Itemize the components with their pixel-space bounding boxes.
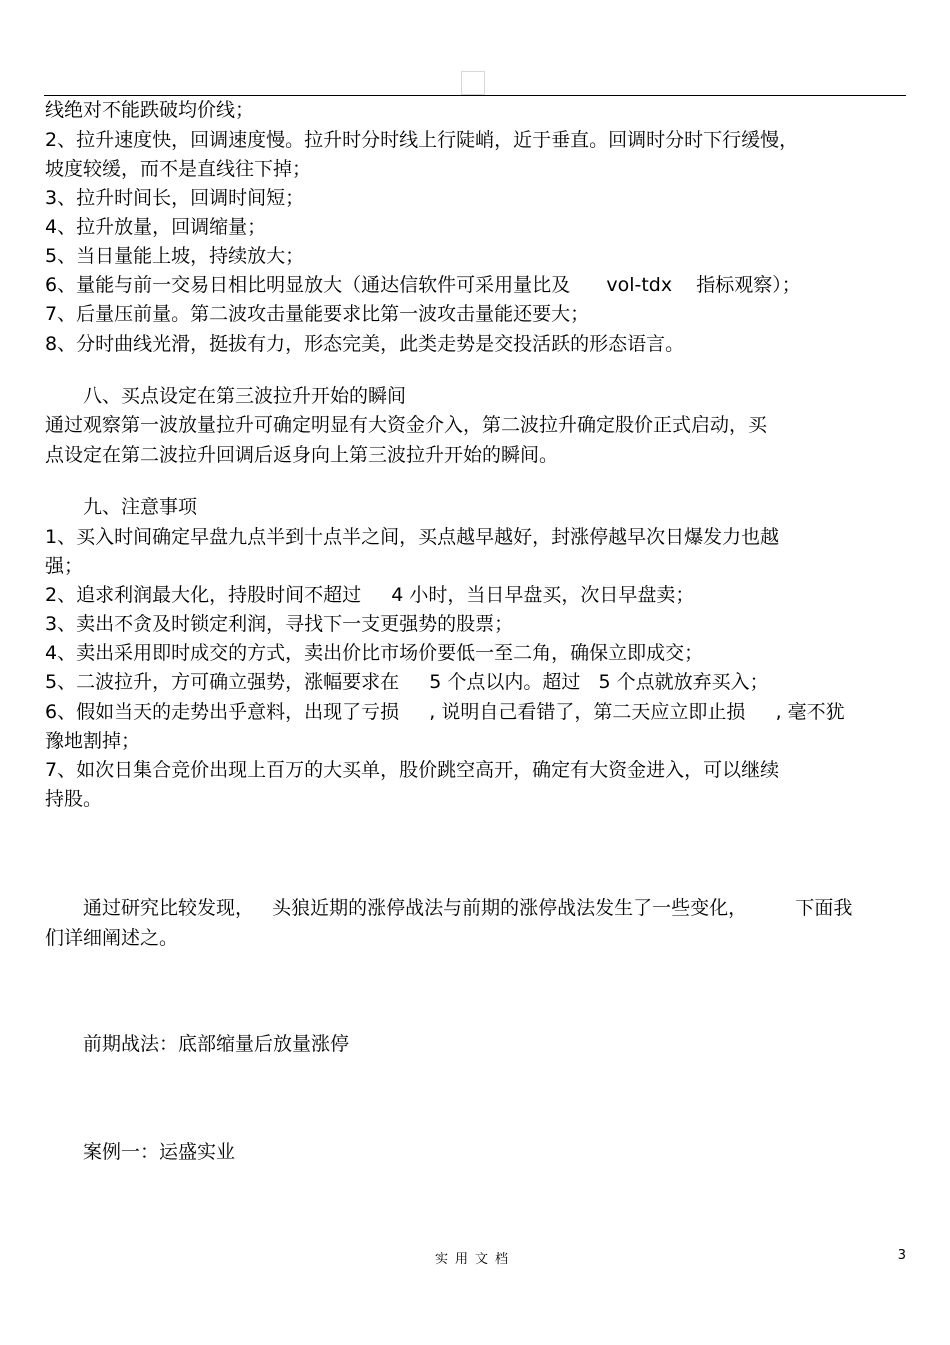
section-8-line: 通过观察第一波放量拉升可确定明显有大资金介入，第二波拉升确定股价正式启动，买: [45, 414, 768, 436]
section-9-line: 4、卖出采用即时成交的方式，卖出价比市场价要低一至二角，确保立即成交；: [45, 642, 704, 664]
body-line: 2、拉升速度快，回调速度慢。拉升时分时线上行陡峭，近于垂直。回调时分时下行缓慢，: [45, 129, 799, 151]
section-9-line: 7、如次日集合竞价出现上百万的大买单，股价跳空高开，确定有大资金进入，可以继续: [45, 759, 780, 781]
section-9-line: 2、追求利润最大化，持股时间不超过 4 小时，当日早盘买，次日早盘卖；: [45, 584, 695, 606]
section-9-heading: 九、注意事项: [83, 496, 198, 518]
body-line: 6、量能与前一交易日相比明显放大（通达信软件可采用量比及 vol-tdx 指标观察）；: [45, 274, 801, 296]
header-placeholder-box: [461, 71, 485, 95]
section-8-heading: 八、买点设定在第三波拉升开始的瞬间: [83, 385, 407, 407]
body-line: 坡度较缓，而不是直线往下掉；: [45, 158, 312, 180]
section-9-line: 6、假如当天的走势出乎意料，出现了亏损 , 说明自己看错了，第二天应立即止损 , 毫不犹: [45, 701, 845, 723]
body-line: 3、拉升时间长，回调时间短；: [45, 187, 305, 209]
body-line: 线绝对不能跌破均价线；: [45, 99, 255, 121]
section-9-line: 1、买入时间确定早盘九点半到十点半之间，买点越早越好，封涨停越早次日爆发力也越: [45, 526, 780, 548]
section-9-line: 豫地割掉；: [45, 730, 141, 752]
page-number: 3: [897, 1248, 906, 1263]
section-8-line: 点设定在第二波拉升回调后返身向上第三波拉升开始的瞬间。: [45, 444, 559, 466]
section-9-line: 持股。: [45, 788, 103, 810]
body-line: 8、分时曲线光滑，挺拔有力，形态完美，此类走势是交投活跃的形态语言。: [45, 333, 685, 355]
body-line: 4、拉升放量，回调缩量；: [45, 216, 267, 238]
body-line: 5、当日量能上坡，持续放大；: [45, 245, 305, 267]
section-9-line: 3、卖出不贪及时锁定利润，寻找下一支更强势的股票；: [45, 613, 514, 635]
header-rule: [44, 95, 906, 96]
intro-line: 通过研究比较发现， 头狼近期的涨停战法与前期的涨停战法发生了一些变化， 下面我: [83, 897, 853, 919]
early-tactic-heading: 前期战法：底部缩量后放量涨停: [83, 1033, 350, 1055]
footer-label: 实用文档: [434, 1252, 515, 1267]
intro-line: 们详细阐述之。: [45, 927, 179, 949]
case-heading: 案例一：运盛实业: [83, 1141, 236, 1163]
section-9-line: 强；: [45, 555, 84, 577]
body-line: 7、后量压前量。第二波攻击量能要求比第一波攻击量能还要大；: [45, 303, 590, 325]
section-9-line: 5、二波拉升，方可确立强势，涨幅要求在 5 个点以内。超过 5 个点就放弃买入；: [45, 671, 769, 693]
